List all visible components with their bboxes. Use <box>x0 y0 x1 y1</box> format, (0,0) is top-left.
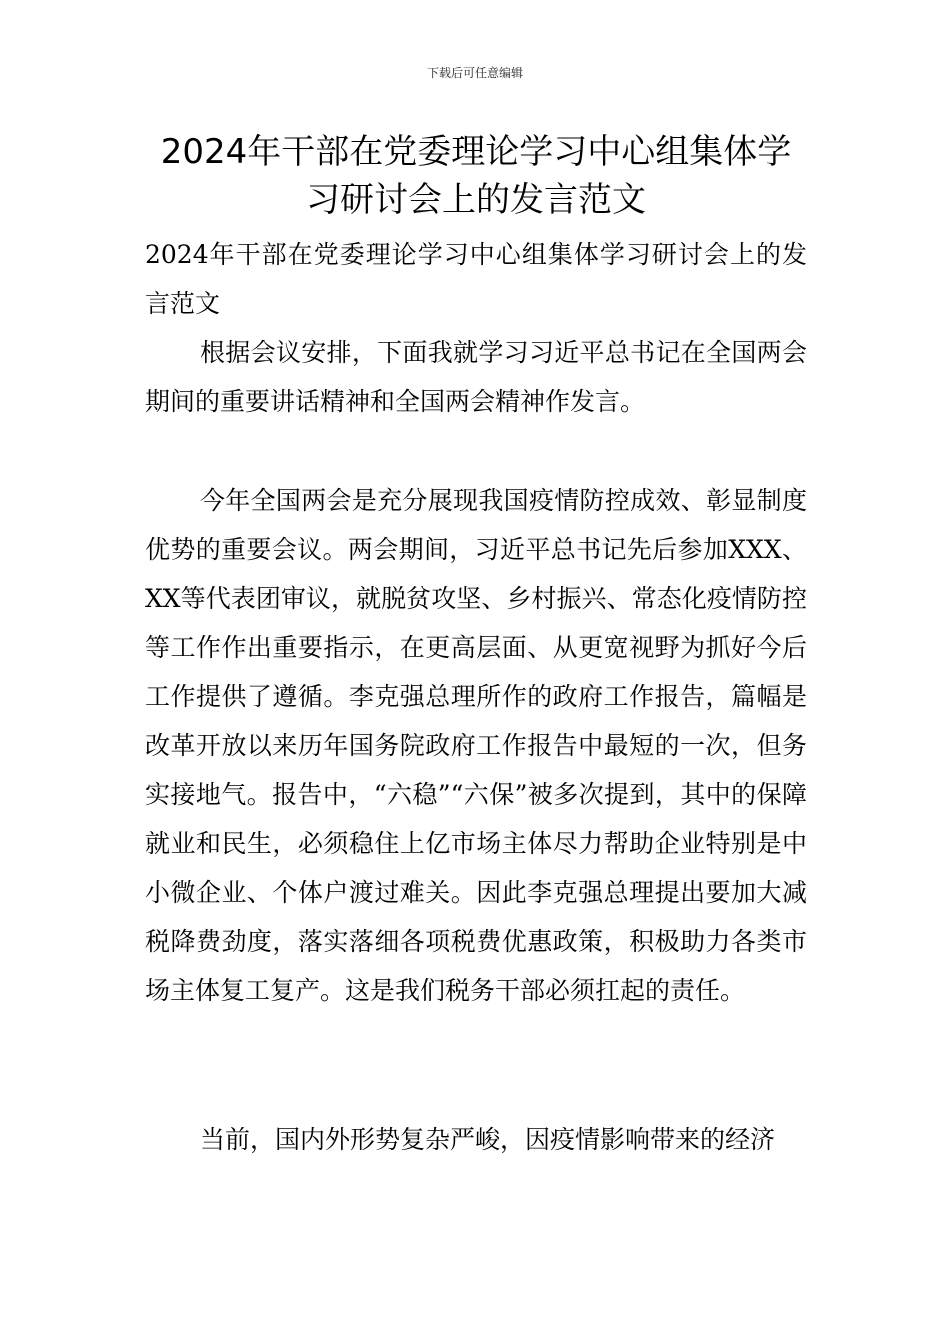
header-note: 下载后可任意编辑 <box>426 66 523 80</box>
paragraph-3: 当前，国内外形势复杂严峻，因疫情影响带来的经济 <box>200 1125 776 1154</box>
document-title: 2024年干部在党委理论学习中心组集体学习研讨会上的发言范文 <box>160 132 792 220</box>
document-body <box>145 230 807 1164</box>
paragraph-2: 今年全国两会是充分展现我国疫情防控成效、彰显制度优势的重要会议。两会期间，习近平总书记先后参加XXX、XX等代表团审议，就脱贫攻坚、乡村振兴、常态化疫情防控等工作作出重要指示，在更高层面、从更宽视野为抓好今后工作提供了遵循。李克强总理所作的政府工作报告，篇幅是改革开放以来历年国务院政府工作报告中最短的一次，但务实接地气。报告中，“六稳”“六保”被多次提到，其中的保障就业和民生，必须稳住上亿市场主体尽力帮助企业特别是中小微企业、个体户渡过难关。因此李克强总理提出要加大减税降费劲度，落实落细各项税费优惠政策，积极助力各类市场主体复工复产。这是我们税务干部必须扛起的责任。 <box>145 486 807 1005</box>
paragraph-1: 根据会议安排，下面我就学习习近平总书记在全国两会期间的重要讲话精神和全国两会精神作发言。 <box>145 338 807 416</box>
document-subtitle: 2024年干部在党委理论学习中心组集体学习研讨会上的发言范文 <box>145 240 807 318</box>
